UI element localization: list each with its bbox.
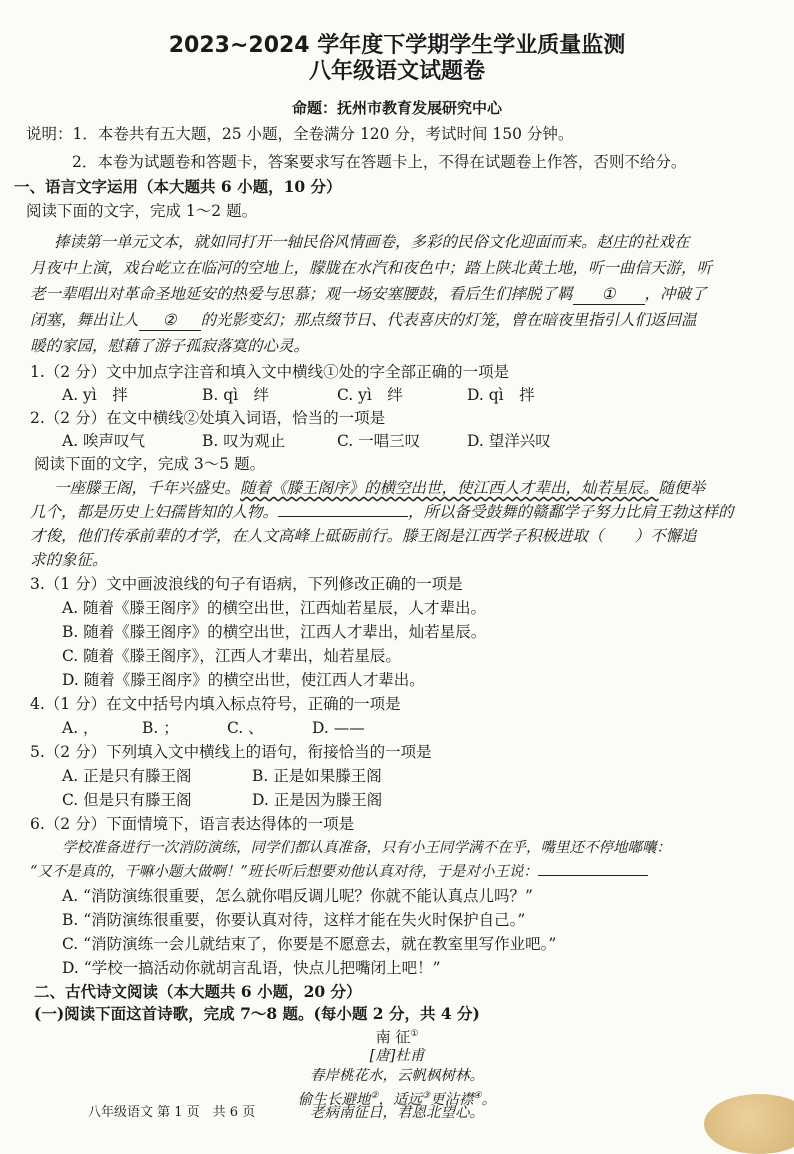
poem-title (0, 1024, 794, 1047)
section-2-heading: 二、古代诗文阅读（本大题共 6 小题，20 分） (34, 982, 362, 1001)
q6-context-2-text: “又不是真的，干嘛小题大做啊！”班长听后想要劝他认真对待，于是对小王说： (30, 864, 538, 880)
poem-author: [唐]杜甫 (369, 1048, 425, 1064)
passage-1-line-2: 月夜中上演，戏台屹立在临河的空地上，朦胧在水汽和夜色中；踏上陕北黄土地，听一曲信天游，听 (30, 259, 713, 277)
poem-line-3: 老病南征日，君恩北望心。 (310, 1105, 484, 1121)
read-1-intro: 阅读下面的文字，完成 1～2 题。 (26, 202, 258, 220)
q3-option-c: C. 随着《滕王阁序》，江西人才辈出，灿若星辰。 (62, 647, 401, 665)
poem-line-2-d: 。 (481, 1091, 497, 1108)
question-3-stem: 3.（1 分）文中画波浪线的句子有语病，下列修改正确的一项是 (30, 575, 463, 593)
passage-2-line-1-tail: 随便举 (658, 479, 706, 497)
q6-context-1: 学校准备进行一次消防演练，同学们都认真准备，只有小王同学满不在乎，嘴里还不停地嘟囔： (62, 840, 671, 856)
passage-1-line-1: 捧读第一单元文本，就如同打开一轴民俗风情画卷，多彩的民俗文化迎面而来。赵庄的社戏在 (54, 233, 690, 251)
poem-note-2: ② (370, 1091, 379, 1101)
wavy-sentence: 随着《滕王阁序》的横空出世，使江西人才辈出，灿若星辰。 (240, 479, 659, 497)
q1-option-c: C. yì 绊 (337, 386, 403, 404)
passage-1-line-4-tail: 的光影变幻；那点缀节日、代表喜庆的灯笼，曾在暗夜里指引人们返回温 (200, 311, 697, 329)
q1-option-d: D. qì 拌 (467, 386, 535, 404)
passage-1-line-4-text: 闭塞，舞出让人 (30, 311, 139, 329)
q2-option-d: D. 望洋兴叹 (467, 432, 551, 450)
exam-subtitle: 八年级语文试题卷 (308, 59, 485, 84)
q1-option-a: A. yì 拌 (62, 386, 128, 404)
poem-title-note: ① (410, 1029, 419, 1039)
q5-option-a: A. 正是只有滕王阁 (62, 767, 192, 785)
q2-option-a: A. 唉声叹气 (62, 432, 146, 450)
q2-option-b: B. 叹为观止 (202, 432, 286, 450)
passage-2-line-2-tail: ，所以备受鼓舞的赣鄱学子努力比肩王勃这样的 (408, 503, 734, 521)
blank-3 (278, 516, 408, 517)
q5-option-c: C. 但是只有滕王阁 (62, 791, 192, 809)
question-6-stem: 6.（2 分）下面情境下，语言表达得体的一项是 (30, 815, 355, 833)
poem-line-2-b: ，适远 (378, 1091, 422, 1108)
q2-option-c: C. 一唱三叹 (337, 432, 421, 450)
read-2-intro: 阅读下面的文字，完成 3～5 题。 (34, 455, 266, 473)
question-1-stem: 1.（2 分）文中加点字注音和填入文中横线①处的字全部正确的一项是 (30, 363, 510, 381)
poem-note-3: ③ (421, 1091, 431, 1101)
question-5-stem: 5.（2 分）下列填入文中横线上的语句，衔接恰当的一项是 (30, 743, 432, 761)
instruction-1: 说明：1．本卷共有五大题，25 小题，全卷满分 120 分，考试时间 150 分钟。 (26, 125, 574, 143)
q4-option-a: A. ， (62, 719, 99, 737)
passage-2-line-2-text: 几个，都是历史上妇孺皆知的人物。 (30, 503, 279, 521)
passage-1-line-3-text: 老一辈唱出对革命圣地延安的热爱与思慕；观一场安塞腰鼓，看后生们摔脱了羁 (30, 285, 573, 303)
blank-1: ① (573, 284, 645, 305)
section-1-heading: 一、语言文字运用（本大题共 6 小题，10 分） (14, 177, 342, 196)
question-4-stem: 4.（1 分）在文中括号内填入标点符号，正确的一项是 (30, 695, 401, 713)
instruction-2: 2．本卷为试题卷和答题卡，答案要求写在答题卡上，不得在试题卷上作答，否则不给分。 (72, 153, 687, 171)
question-2-stem: 2.（2 分）在文中横线②处填入词语，恰当的一项是 (30, 409, 386, 427)
stain-decoration (704, 1094, 794, 1154)
q3-option-d: D. 随着《滕王阁序》的横空出世，使江西人才辈出。 (62, 671, 425, 689)
q1-option-b: B. qì 绊 (202, 386, 270, 404)
section-2-sub-1: (一)阅读下面这首诗歌，完成 7～8 题。(每小题 2 分，共 4 分) (34, 1004, 480, 1023)
q6-context-2 (30, 862, 648, 882)
q3-option-b: B. 随着《滕王阁序》的横空出世，江西人才辈出，灿若星辰。 (62, 623, 487, 641)
passage-2-line-1-text: 一座滕王阁，千年兴盛史。 (54, 479, 241, 497)
exam-title: 2023~2024 学年度下学期学生学业质量监测 (168, 33, 626, 58)
blank-2: ② (139, 310, 201, 331)
q6-option-b: B. “消防演练很重要，你要认真对待，这样才能在失火时保护自己。” (62, 911, 526, 929)
q4-option-b: B. ； (142, 719, 179, 737)
passage-1-line-3-tail: ，冲破了 (644, 285, 707, 303)
poem-title-text: 南 征 (375, 1028, 411, 1046)
q4-option-d: D. —— (312, 719, 365, 737)
passage-1-line-4 (30, 310, 697, 331)
poem-line-2-a: 偷生长避地 (297, 1091, 371, 1108)
page-footer: 八年级语文 第 1 页 共 6 页 (88, 1105, 256, 1120)
exam-author: 命题：抚州市教育发展研究中心 (291, 99, 502, 117)
passage-2-line-1 (54, 478, 705, 498)
passage-2-line-2 (30, 502, 734, 522)
q4-option-c: C. 、 (227, 719, 264, 737)
q6-option-a: A. “消防演练很重要，怎么就你唱反调儿呢？你就不能认真点儿吗？” (62, 887, 533, 905)
poem-line-2-c: 更沾襟 (430, 1091, 474, 1108)
passage-1-line-3 (30, 284, 707, 305)
passage-1-line-5: 暖的家园，慰藉了游子孤寂落寞的心灵。 (30, 337, 310, 355)
q5-option-b: B. 正是如果滕王阁 (252, 767, 382, 785)
q3-option-a: A. 随着《滕王阁序》的横空出世，江西灿若星辰，人才辈出。 (62, 599, 487, 617)
passage-2-line-3: 才俊，他们传承前辈的才学，在人文高峰上砥砺前行。滕王阁是江西学子积极进取（ ）不懈追 (30, 527, 697, 545)
poem-note-4: ④ (473, 1091, 482, 1101)
passage-2-line-4: 求的象征。 (30, 551, 108, 569)
q6-option-c: C. “消防演练一会儿就结束了，你要是不愿意去，就在教室里写作业吧。” (62, 935, 557, 953)
q6-option-d: D. “学校一搞活动你就胡言乱语，快点儿把嘴闭上吧！” (62, 959, 441, 977)
poem-line-1: 春岸桃花水，云帆枫树林。 (310, 1068, 484, 1084)
blank-4 (538, 875, 648, 876)
q5-option-d: D. 正是因为滕王阁 (252, 791, 383, 809)
